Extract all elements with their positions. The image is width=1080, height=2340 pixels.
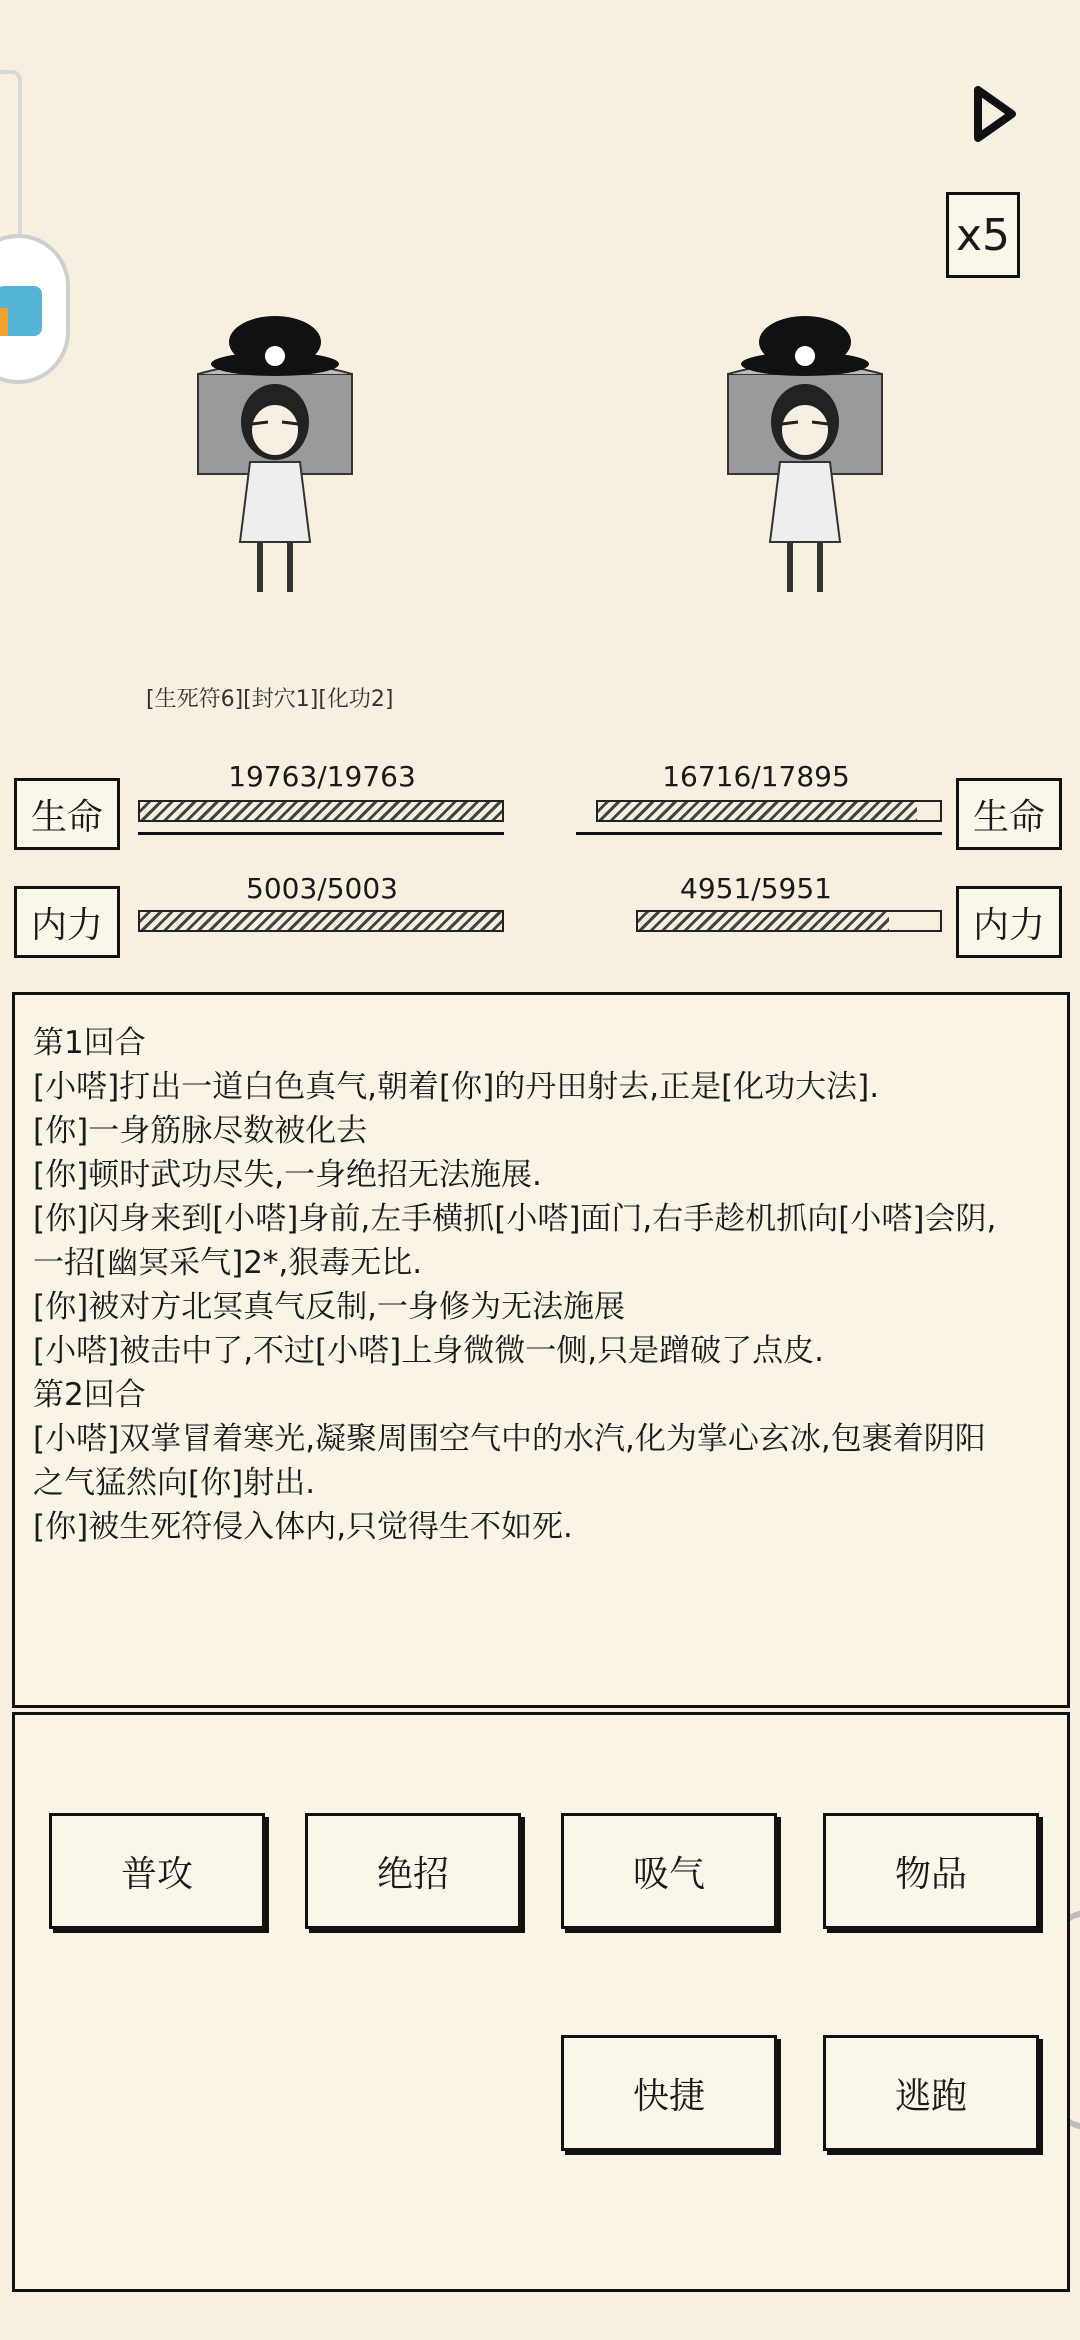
shortcut-button[interactable]: 快捷 <box>561 2035 777 2151</box>
player-mp-label: 内力 <box>14 886 120 958</box>
player-hp-label: 生命 <box>14 778 120 850</box>
player-hp-fill <box>140 802 502 820</box>
battle-log[interactable] <box>12 992 1070 1708</box>
player-status-tags: [生死符6][封穴1][化功2] <box>146 687 394 712</box>
action-panel <box>12 1712 1070 2292</box>
log-line: [小嗒]双掌冒着寒光,凝聚周围空气中的水汽,化为掌心玄冰,包裹着阴阳 <box>33 1421 986 1457</box>
log-line: [你]一身筋脉尽数被化去 <box>33 1113 368 1149</box>
log-line: [小嗒]打出一道白色真气,朝着[你]的丹田射去,正是[化功大法]. <box>33 1069 880 1105</box>
app-icon-orange <box>0 308 8 336</box>
speed-button[interactable] <box>946 192 1020 278</box>
enemy-mp-label: 内力 <box>956 886 1062 958</box>
player-mp-value: 5003/5003 <box>246 872 398 905</box>
log-line: 之气猛然向[你]射出. <box>33 1465 316 1501</box>
log-line: 一招[幽冥采气]2*,狠毒无比. <box>33 1245 423 1281</box>
log-line: [小嗒]被击中了,不过[小嗒]上身微微一侧,只是蹭破了点皮. <box>33 1333 824 1369</box>
play-button[interactable] <box>968 84 1022 144</box>
log-line: [你]被对方北冥真气反制,一身修为无法施展 <box>33 1289 626 1325</box>
enemy-mp-fill <box>638 912 889 930</box>
speed-label: x5 <box>955 209 1011 261</box>
log-line: [你]闪身来到[小嗒]身前,左手横抓[小嗒]面门,右手趁机抓向[小嗒]会阴, <box>33 1201 997 1237</box>
log-line: [你]被生死符侵入体内,只觉得生不如死. <box>33 1509 573 1545</box>
enemy-mp-value: 4951/5951 <box>680 872 832 905</box>
player-hp-bar <box>138 800 504 822</box>
play-icon <box>968 84 1022 144</box>
enemy-mp-bar <box>636 910 942 932</box>
log-line: 第2回合 <box>33 1377 146 1413</box>
enemy-hp-label: 生命 <box>956 778 1062 850</box>
ultimate-button[interactable]: 绝招 <box>305 1813 521 1929</box>
enemy-hp-fill <box>598 802 917 820</box>
enemy-hp-value: 16716/17895 <box>662 760 850 793</box>
player-mp-fill <box>140 912 502 930</box>
player-avatar <box>190 312 360 602</box>
player-hp-value: 19763/19763 <box>228 760 416 793</box>
breathe-button[interactable]: 吸气 <box>561 1813 777 1929</box>
log-line: 第1回合 <box>33 1025 146 1061</box>
enemy-hp-underline <box>576 832 942 835</box>
enemy-avatar <box>720 312 890 602</box>
attack-button[interactable]: 普攻 <box>49 1813 265 1929</box>
floating-app-icon[interactable] <box>0 234 70 384</box>
enemy-hp-bar <box>596 800 942 822</box>
items-button[interactable]: 物品 <box>823 1813 1039 1929</box>
flee-button[interactable]: 逃跑 <box>823 2035 1039 2151</box>
player-hp-underline <box>138 832 504 835</box>
player-mp-bar <box>138 910 504 932</box>
log-line: [你]顿时武功尽失,一身绝招无法施展. <box>33 1157 542 1193</box>
